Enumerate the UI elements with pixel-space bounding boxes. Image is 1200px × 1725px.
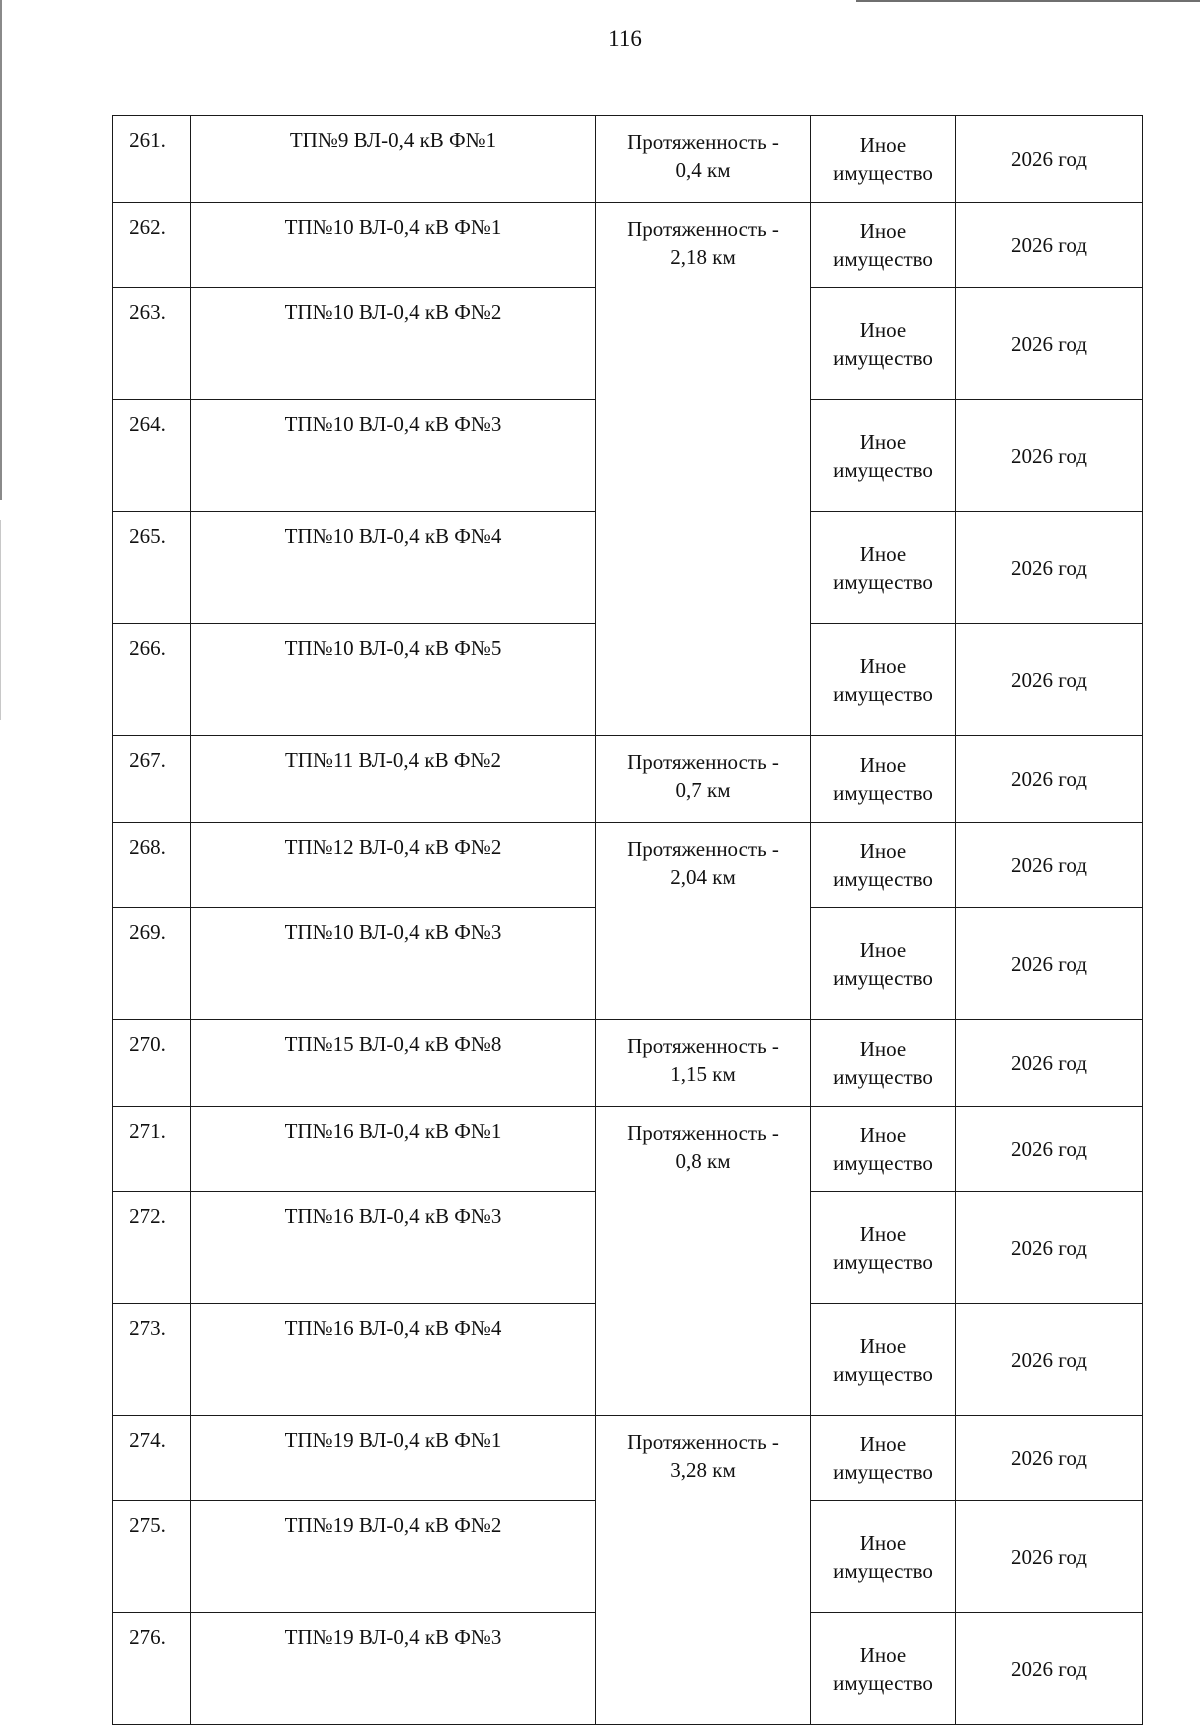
property-type xyxy=(811,736,956,823)
object-name: ТП№16 ВЛ-0,4 кВ Ф№3 xyxy=(191,1192,596,1304)
year-cell: 2026 год xyxy=(956,288,1143,400)
length-label: Протяженность - xyxy=(627,750,779,774)
year-cell: 2026 год xyxy=(956,400,1143,512)
property-type-line-2: имущество xyxy=(833,1361,933,1386)
row-number: 270. xyxy=(113,1020,191,1107)
year-cell: 2026 год xyxy=(956,1613,1143,1725)
property-type-line-1: Иное xyxy=(859,1432,907,1456)
length-label: Протяженность - xyxy=(627,1430,779,1454)
property-type-line-2: имущество xyxy=(833,1065,933,1089)
year-cell: 2026 год xyxy=(956,736,1143,823)
year-cell: 2026 год xyxy=(956,512,1143,624)
length-value: 0,7 км xyxy=(675,778,731,802)
property-type xyxy=(811,116,956,203)
object-name: ТП№10 ВЛ-0,4 кВ Ф№2 xyxy=(191,288,596,400)
table-row xyxy=(113,823,1143,908)
table-row xyxy=(113,736,1143,823)
property-type xyxy=(811,288,956,400)
year-cell: 2026 год xyxy=(956,624,1143,736)
row-number: 266. xyxy=(113,624,191,736)
property-type-line-1: Иное xyxy=(859,1642,907,1667)
year-cell: 2026 год xyxy=(956,1107,1143,1192)
object-name: ТП№10 ВЛ-0,4 кВ Ф№4 xyxy=(191,512,596,624)
row-number: 273. xyxy=(113,1304,191,1416)
scan-edge-left xyxy=(0,0,2,500)
property-register-table xyxy=(112,115,1143,1725)
row-number: 271. xyxy=(113,1107,191,1192)
object-name: ТП№11 ВЛ-0,4 кВ Ф№2 xyxy=(191,736,596,823)
property-type-line-2: имущество xyxy=(833,247,933,271)
year-cell: 2026 год xyxy=(956,1192,1143,1304)
row-number: 268. xyxy=(113,823,191,908)
table-row xyxy=(113,1107,1143,1192)
property-type-line-1: Иное xyxy=(859,653,907,678)
length-cell xyxy=(596,736,811,823)
length-value: 2,04 км xyxy=(670,865,736,889)
property-type-line-1: Иное xyxy=(859,429,907,454)
property-type-line-1: Иное xyxy=(859,541,907,566)
property-type-line-2: имущество xyxy=(833,345,933,370)
length-label: Протяженность - xyxy=(627,217,779,241)
year-cell: 2026 год xyxy=(956,823,1143,908)
scan-edge-top xyxy=(856,0,1200,2)
property-type-line-1: Иное xyxy=(859,1333,907,1358)
row-number: 262. xyxy=(113,203,191,288)
length-label: Протяженность - xyxy=(627,1121,779,1145)
length-value: 0,8 км xyxy=(675,1149,731,1173)
property-type-line-1: Иное xyxy=(859,1037,907,1061)
property-type-line-2: имущество xyxy=(833,1558,933,1583)
property-type xyxy=(811,203,956,288)
length-label: Протяженность - xyxy=(627,130,779,154)
row-number: 269. xyxy=(113,908,191,1020)
length-value: 2,18 км xyxy=(670,245,736,269)
object-name: ТП№16 ВЛ-0,4 кВ Ф№1 xyxy=(191,1107,596,1192)
property-type-line-2: имущество xyxy=(833,569,933,594)
property-type-line-2: имущество xyxy=(833,1460,933,1484)
table-row xyxy=(113,116,1143,203)
row-number: 274. xyxy=(113,1416,191,1501)
year-cell: 2026 год xyxy=(956,1416,1143,1501)
object-name: ТП№19 ВЛ-0,4 кВ Ф№1 xyxy=(191,1416,596,1501)
row-number: 263. xyxy=(113,288,191,400)
length-cell xyxy=(596,1020,811,1107)
property-type xyxy=(811,1501,956,1613)
property-type xyxy=(811,1107,956,1192)
length-cell xyxy=(596,116,811,203)
scan-edge-left-faint xyxy=(0,520,1,720)
row-number: 272. xyxy=(113,1192,191,1304)
object-name: ТП№10 ВЛ-0,4 кВ Ф№3 xyxy=(191,908,596,1020)
property-type-line-2: имущество xyxy=(833,965,933,990)
object-name: ТП№19 ВЛ-0,4 кВ Ф№2 xyxy=(191,1501,596,1613)
length-cell xyxy=(596,203,811,736)
object-name: ТП№19 ВЛ-0,4 кВ Ф№3 xyxy=(191,1613,596,1725)
property-type xyxy=(811,823,956,908)
property-type-line-1: Иное xyxy=(859,1530,907,1555)
length-cell xyxy=(596,1416,811,1725)
length-cell xyxy=(596,823,811,1020)
year-cell: 2026 год xyxy=(956,1304,1143,1416)
property-type-line-1: Иное xyxy=(859,753,907,777)
property-type-line-1: Иное xyxy=(859,839,907,863)
row-number: 265. xyxy=(113,512,191,624)
table-row xyxy=(113,1020,1143,1107)
length-label: Протяженность - xyxy=(627,837,779,861)
object-name: ТП№10 ВЛ-0,4 кВ Ф№5 xyxy=(191,624,596,736)
length-cell xyxy=(596,1107,811,1416)
property-type-line-2: имущество xyxy=(833,457,933,482)
property-type-line-1: Иное xyxy=(859,1221,907,1246)
length-label: Протяженность - xyxy=(627,1034,779,1058)
year-cell: 2026 год xyxy=(956,1501,1143,1613)
property-type-line-1: Иное xyxy=(859,219,907,243)
object-name: ТП№12 ВЛ-0,4 кВ Ф№2 xyxy=(191,823,596,908)
property-type xyxy=(811,512,956,624)
property-type-line-2: имущество xyxy=(833,1151,933,1175)
property-type xyxy=(811,1416,956,1501)
property-type xyxy=(811,1613,956,1725)
property-type xyxy=(811,1304,956,1416)
property-type xyxy=(811,1020,956,1107)
row-number: 276. xyxy=(113,1613,191,1725)
property-type-line-2: имущество xyxy=(833,781,933,805)
row-number: 275. xyxy=(113,1501,191,1613)
row-number: 267. xyxy=(113,736,191,823)
object-name: ТП№15 ВЛ-0,4 кВ Ф№8 xyxy=(191,1020,596,1107)
year-cell: 2026 год xyxy=(956,116,1143,203)
table-row xyxy=(113,1416,1143,1501)
property-type xyxy=(811,1192,956,1304)
property-type-line-1: Иное xyxy=(859,317,907,342)
length-value: 1,15 км xyxy=(670,1062,736,1086)
property-type-line-2: имущество xyxy=(833,161,933,185)
property-type-line-2: имущество xyxy=(833,1670,933,1695)
object-name: ТП№10 ВЛ-0,4 кВ Ф№1 xyxy=(191,203,596,288)
year-cell: 2026 год xyxy=(956,203,1143,288)
property-type xyxy=(811,624,956,736)
length-value: 3,28 км xyxy=(670,1458,736,1482)
object-name: ТП№10 ВЛ-0,4 кВ Ф№3 xyxy=(191,400,596,512)
property-type-line-1: Иное xyxy=(859,1123,907,1147)
year-cell: 2026 год xyxy=(956,1020,1143,1107)
year-cell: 2026 год xyxy=(956,908,1143,1020)
property-type-line-1: Иное xyxy=(859,133,907,157)
object-name: ТП№9 ВЛ-0,4 кВ Ф№1 xyxy=(191,116,596,203)
property-type-line-1: Иное xyxy=(859,937,907,962)
length-value: 0,4 км xyxy=(675,158,731,182)
page-number: 116 xyxy=(608,26,642,51)
property-type-line-2: имущество xyxy=(833,681,933,706)
row-number: 264. xyxy=(113,400,191,512)
row-number: 261. xyxy=(113,116,191,203)
property-type xyxy=(811,908,956,1020)
property-type-line-2: имущество xyxy=(833,867,933,891)
object-name: ТП№16 ВЛ-0,4 кВ Ф№4 xyxy=(191,1304,596,1416)
property-type xyxy=(811,400,956,512)
table-row xyxy=(113,203,1143,288)
property-type-line-2: имущество xyxy=(833,1249,933,1274)
